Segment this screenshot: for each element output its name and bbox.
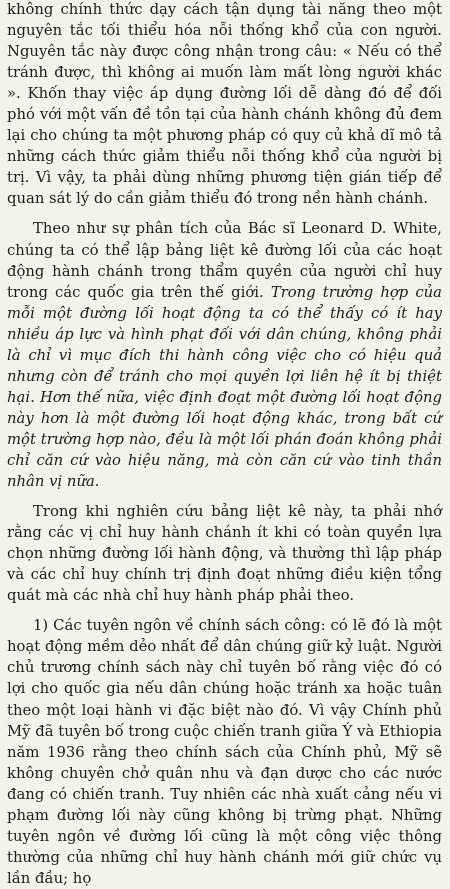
paragraph-gap: [7, 209, 442, 218]
paragraph-4-text: 1) Các tuyên ngôn về chính sách công: có lẽ đó là một hoạt động mềm dẻo nhất để dân chúng giữ kỷ luật. Người chủ trương chính sách này chỉ tuyên bố rằng việc đó có lợi cho quốc gia nếu dân chúng hoặc tránh xa hoặc tuân theo một loại hành vi đặc biệt nào đó. Vì vậy Chính phủ Mỹ đã tuyên bố trong cuộc chiến tranh giữa Ý và Ethiopia năm 1936 rằng theo chính sách của Chính phủ, Mỹ sẽ không chuyên chở quân nhu và đạn dược cho các nước đang có chiến tranh. Tuy nhiên các nhà xuất cảng nếu vi phạm đường lối này cũng không bị trừng phạt. Những tuyên ngôn về đường lối cũng là một công việc thông thường của những chỉ huy hành chánh mới giữ chức vụ lần đầu; họ: [7, 617, 442, 887]
paragraph-2-text: Theo như sự phân tích của Bác sĩ Leonard D. White, chúng ta có thể lập bảng liệt kê đường lối của các hoạt động hành chánh trong thẩm quyền của người chỉ huy trong các quốc gia trên thế giới.: [7, 220, 442, 301]
paragraph-3: [7, 501, 442, 606]
paragraph-gap: [7, 492, 442, 501]
paragraph-2-italic-text: Trong trường hợp của mỗi một đường lối hoạt động ta có thể thấy có ít hay nhiều áp lực và hình phạt đối với dân chúng, không phải là chỉ vì mục đích thi hành công việc cho có hiệu quả nhưng còn để tránh cho mọi quyền lợi liên hệ ít bị thiệt hại. Hơn thế nữa, việc định đoạt một đường lối hoạt động này hơn là một đường lối hoạt động khác, trong bất cứ một trường hợp nào, đều là một lối phán đoán không phải chỉ căn cứ vào hiệu năng, mà còn căn cứ vào tinh thần nhân vị nữa.: [7, 283, 442, 491]
paragraph-1: [7, 0, 442, 209]
paragraph-gap: [7, 606, 442, 615]
paragraph-4: [7, 615, 442, 889]
paragraph-2: [7, 218, 442, 492]
paragraph-1-text: không chính thức dạy cách tận dụng tài năng theo một nguyên tắc tối thiểu hóa nỗi thống khổ của con người. Nguyên tắc này được công nhận trong câu: « Nếu có thể tránh được, thì không ai muốn làm mất lòng người khác ». Khốn thay việc áp dụng đường lối dễ dàng đó để đối phó với một vấn đề tồn tại của hành chánh không đủ đem lại cho chúng ta một phương pháp có quy củ khả dĩ mô tả những cách thức giảm thiểu nỗi thống khổ của người bị trị. Vì vậy, ta phải dùng những phương tiện gián tiếp để quan sát lý do cần giảm thiểu đó trong nền hành chánh.: [7, 1, 442, 208]
paragraph-3-text: Trong khi nghiên cứu bảng liệt kê này, ta phải nhớ rằng các vị chỉ huy hành chánh ít khi có toàn quyền lựa chọn những đường lối hành động, và thường thì lập pháp và các chỉ huy chính trị định đoạt những điều kiện tổng quát mà các nhà chỉ huy hành pháp phải theo.: [7, 503, 442, 605]
